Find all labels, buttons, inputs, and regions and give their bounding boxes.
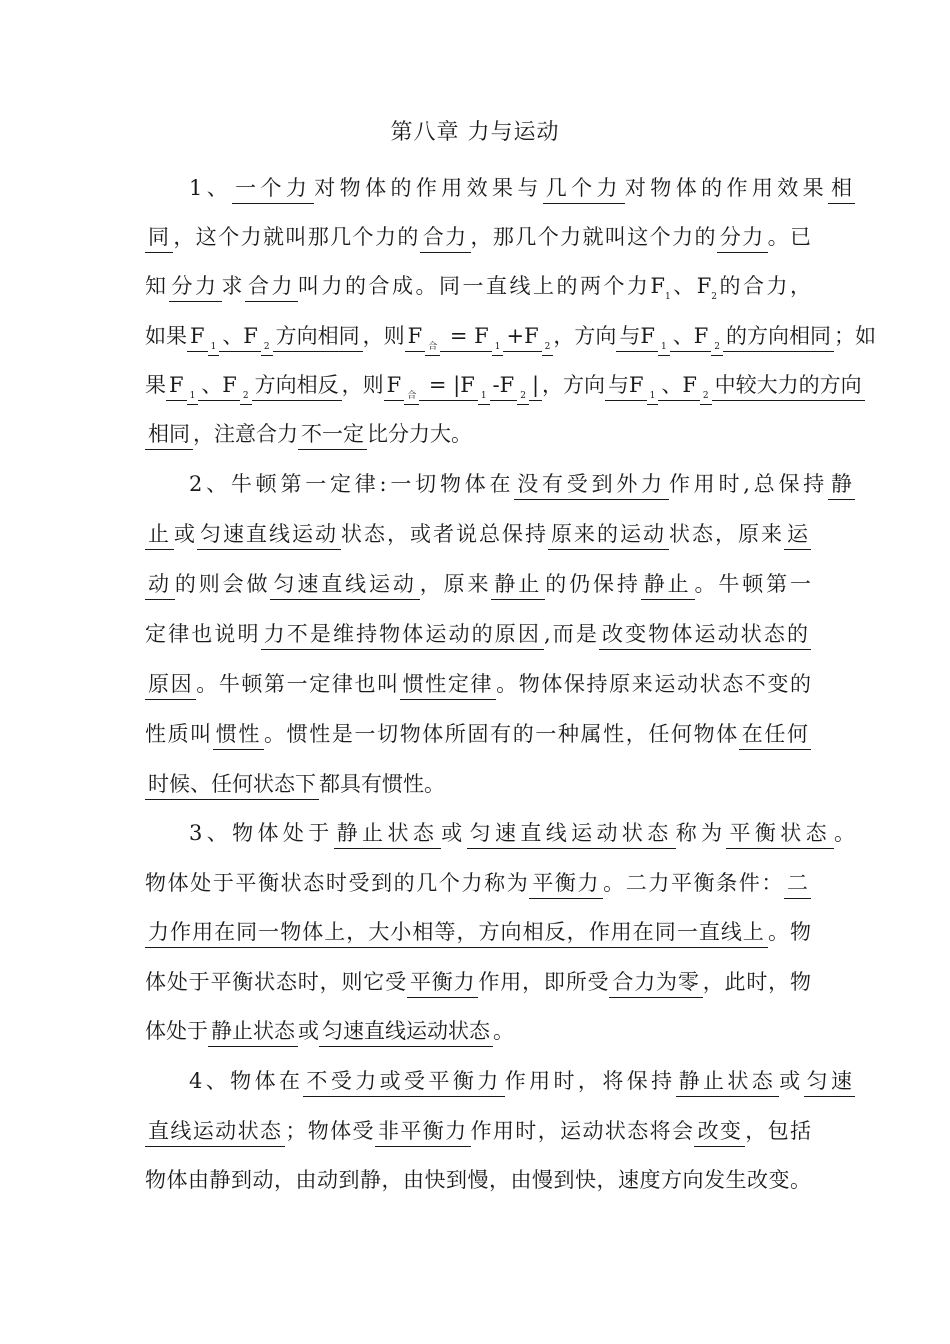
- underlined-answer: 力作用在同一物体上，大小相等，方向相反，作用在同一直线上: [145, 920, 768, 948]
- text-run: 的则会做: [174, 572, 271, 596]
- underlined-answer: 匀速直线运动状态: [319, 1019, 493, 1047]
- underlined-answer: = |F: [419, 373, 478, 401]
- text-run: 。物: [767, 920, 812, 944]
- underlined-answer: 1: [492, 342, 504, 356]
- underlined-answer: 与F: [605, 373, 647, 401]
- underlined-answer: 分力: [169, 274, 222, 302]
- underlined-answer: 改变: [694, 1119, 745, 1147]
- text-run: 求: [221, 274, 245, 298]
- underlined-answer: 静止状态: [334, 821, 442, 849]
- text-run: 或: [779, 1069, 804, 1093]
- text-line: [145, 360, 862, 410]
- underlined-answer: 、F: [219, 324, 261, 352]
- underlined-answer: 静: [828, 472, 855, 500]
- text-line: [145, 659, 811, 709]
- text-run: 3、物体处于: [189, 821, 334, 845]
- text-line: [145, 609, 811, 659]
- underlined-answer: 力不是维持物体运动的原因: [261, 622, 544, 650]
- text-run: 2、牛顿第一定律:一切物体在: [189, 472, 515, 496]
- underlined-answer: |: [529, 373, 542, 401]
- underlined-answer: 相同: [145, 422, 193, 450]
- underlined-answer: 没有受到外力: [514, 472, 669, 500]
- chapter-title: 第八章 力与运动: [390, 120, 560, 145]
- underlined-answer: 惯性定律: [400, 672, 496, 700]
- text-run: 物体由静到动，由动到静，由快到慢，由慢到快，速度方向发生改变。: [145, 1168, 811, 1192]
- text-run: 4、物体在: [189, 1069, 304, 1093]
- underlined-answer: -F: [490, 373, 518, 401]
- underlined-answer: 运: [784, 522, 811, 550]
- text-run: 。: [834, 821, 856, 845]
- underlined-answer: 1: [187, 391, 199, 405]
- text-line: [145, 1006, 811, 1056]
- text-line: [189, 808, 855, 858]
- text-run: ，则: [341, 373, 384, 397]
- underlined-answer: 匀速直线运动: [197, 522, 341, 550]
- underlined-answer: F: [187, 324, 208, 352]
- underlined-answer: 的方向相同: [723, 324, 834, 352]
- underlined-answer: 同: [145, 225, 173, 253]
- text-line: [189, 163, 855, 213]
- underlined-answer: 合力为零: [609, 970, 702, 998]
- text-run: 性质叫: [145, 722, 213, 746]
- text-run: ，注意合力: [193, 422, 298, 446]
- underlined-answer: 2: [240, 391, 252, 405]
- underlined-answer: 、F: [658, 373, 700, 401]
- underlined-answer: 匀速直线运动: [270, 572, 419, 600]
- text-run: 对物体的作用效果: [624, 176, 829, 200]
- underlined-answer: 合: [425, 342, 440, 356]
- text-run: 定律也说明: [145, 622, 261, 646]
- underlined-answer: 相: [828, 176, 855, 204]
- underlined-answer: 二: [784, 871, 811, 899]
- underlined-answer: 合: [404, 391, 419, 405]
- text-line: [145, 409, 811, 459]
- underlined-answer: 平衡力: [407, 970, 478, 998]
- text-line: [145, 759, 811, 809]
- text-line: [145, 261, 811, 311]
- text-run: 状态，或者说总保持: [341, 522, 548, 546]
- text-run: ，这个力就叫那几个力的: [173, 225, 420, 249]
- text-line: [145, 957, 811, 1007]
- text-run: 1、: [189, 176, 233, 200]
- underlined-answer: 合力: [420, 225, 471, 253]
- text-run: 物体处于平衡状态时受到的几个力称为: [145, 871, 530, 895]
- text-line: [189, 459, 855, 509]
- text-run: 作用时,总保持: [668, 472, 828, 496]
- text-line: [145, 311, 877, 361]
- text-run: 。已: [767, 225, 812, 249]
- underlined-answer: 止: [145, 522, 174, 550]
- text-run: 作用时，运动状态将会: [470, 1119, 695, 1143]
- text-line: [145, 1106, 811, 1156]
- underlined-answer: 1: [478, 391, 490, 405]
- text-run: ,而是: [544, 622, 600, 646]
- underlined-answer: 1: [658, 342, 670, 356]
- underlined-answer: 、F: [670, 324, 712, 352]
- text-line: [145, 212, 811, 262]
- text-run: 。二力平衡条件：: [603, 871, 785, 895]
- text-run: 都具有惯性。: [319, 772, 445, 796]
- underlined-answer: F: [405, 324, 426, 352]
- text-run: 。: [493, 1019, 514, 1043]
- text-run: 的仍保持: [545, 572, 641, 596]
- underlined-answer: 合力: [245, 274, 298, 302]
- underlined-answer: F: [384, 373, 405, 401]
- text-run: 称为: [675, 821, 727, 845]
- underlined-answer: 分力: [717, 225, 768, 253]
- underlined-answer: 中较大力的方向: [712, 373, 865, 401]
- underlined-answer: 时候、任何状态下: [145, 772, 319, 800]
- underlined-answer: 原因: [145, 672, 196, 700]
- text-run: 的合力，: [717, 274, 812, 298]
- underlined-answer: 惯性: [213, 722, 264, 750]
- underlined-answer: 2: [261, 342, 273, 356]
- text-run: 。牛顿第一: [694, 572, 812, 596]
- text-line: [145, 858, 811, 908]
- text-line: [145, 509, 811, 559]
- text-run: ；如: [834, 324, 877, 348]
- underlined-answer: 方向相同: [273, 324, 363, 352]
- underlined-answer: 一个力: [232, 176, 314, 204]
- text-line: [145, 1155, 811, 1205]
- text-run: 作用，即所受: [478, 970, 610, 994]
- subscript: 1: [665, 292, 671, 302]
- underlined-answer: 2: [711, 342, 723, 356]
- text-line: [145, 907, 811, 957]
- text-run: 、F: [670, 274, 712, 298]
- underlined-answer: 静止状态: [676, 1069, 780, 1097]
- underlined-answer: 2: [700, 391, 712, 405]
- underlined-answer: 方向相反: [252, 373, 342, 401]
- text-run: ，原来: [419, 572, 492, 596]
- text-run: 体处于: [145, 1019, 208, 1043]
- underlined-answer: 2: [517, 391, 529, 405]
- text-run: ，方向: [553, 324, 617, 348]
- text-run: ；物体受: [285, 1119, 375, 1143]
- text-line: [145, 559, 811, 609]
- text-run: ，此时，物: [702, 970, 812, 994]
- underlined-answer: 动: [145, 572, 175, 600]
- underlined-answer: 、F: [198, 373, 240, 401]
- text-run: 叫力的合成。同一直线上的两个力F: [298, 274, 665, 298]
- underlined-answer: 几个力: [543, 176, 625, 204]
- text-run: 体处于平衡状态时，则它受: [145, 970, 407, 994]
- text-run: 比分力大。: [367, 422, 472, 446]
- subscript: 2: [711, 292, 718, 302]
- underlined-answer: 改变物体运动状态的: [599, 622, 811, 650]
- underlined-answer: 不受力或受平衡力: [303, 1069, 504, 1097]
- text-line: [189, 1056, 855, 1106]
- underlined-answer: 非平衡力: [375, 1119, 471, 1147]
- underlined-answer: 在任何: [739, 722, 811, 750]
- underlined-answer: = F: [440, 324, 492, 352]
- text-run: 知: [145, 274, 169, 298]
- underlined-answer: 原来的运动: [548, 522, 669, 550]
- underlined-answer: 2: [542, 342, 554, 356]
- underlined-answer: 1: [208, 342, 220, 356]
- underlined-answer: 与F: [616, 324, 658, 352]
- underlined-answer: 匀速: [804, 1069, 855, 1097]
- underlined-answer: 静止状态: [208, 1019, 298, 1047]
- text-run: ，包括: [745, 1119, 812, 1143]
- text-run: 。物体保持原来运动状态不变的: [496, 672, 812, 696]
- underlined-answer: 匀速直线运动状态: [467, 821, 676, 849]
- text-run: 作用时，将保持: [504, 1069, 676, 1093]
- text-run: 。惯性是一切物体所固有的一种属性，任何物体: [264, 722, 739, 746]
- text-run: 状态，原来: [669, 522, 784, 546]
- text-run: ，则: [362, 324, 405, 348]
- underlined-answer: 静止: [641, 572, 695, 600]
- text-run: 或: [174, 522, 197, 546]
- underlined-answer: 1: [647, 391, 659, 405]
- text-run: ，那几个力就叫这个力的: [470, 225, 717, 249]
- underlined-answer: 平衡状态: [726, 821, 834, 849]
- underlined-answer: F: [166, 373, 187, 401]
- underlined-answer: +F: [503, 324, 541, 352]
- text-run: 果: [145, 373, 166, 397]
- text-run: 对物体的作用效果与: [314, 176, 543, 200]
- underlined-answer: 不一定: [298, 422, 367, 450]
- text-run: 或: [298, 1019, 319, 1043]
- text-line: [145, 709, 811, 759]
- text-run: 如果: [145, 324, 187, 348]
- text-run: 或: [441, 821, 467, 845]
- text-run: ，方向: [542, 373, 606, 397]
- underlined-answer: 静止: [491, 572, 545, 600]
- underlined-answer: 平衡力: [529, 871, 603, 899]
- underlined-answer: 直线运动状态: [145, 1119, 285, 1147]
- text-run: 。牛顿第一定律也叫: [196, 672, 400, 696]
